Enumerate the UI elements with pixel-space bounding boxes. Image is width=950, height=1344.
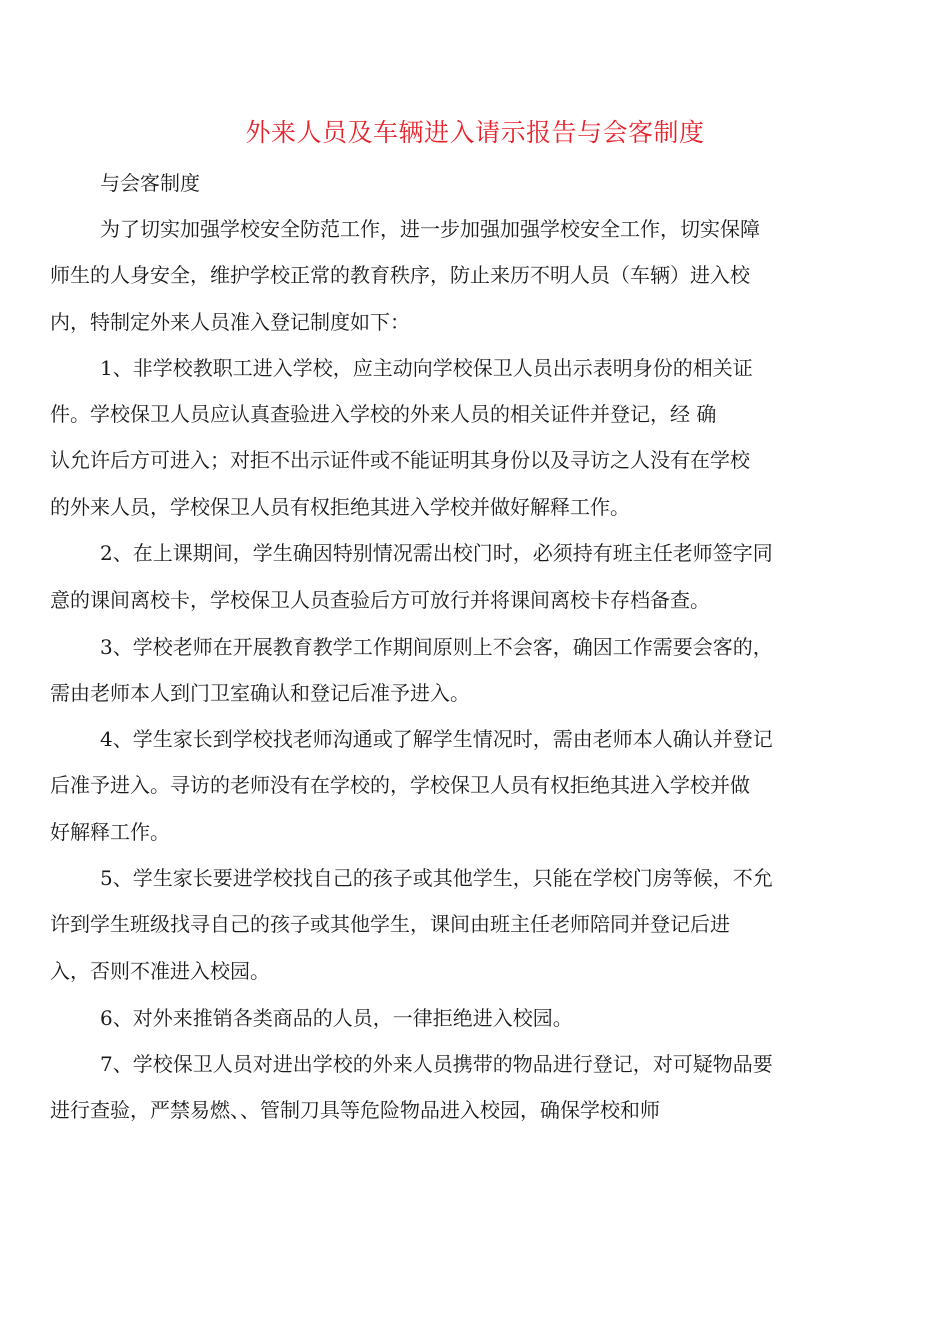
body-line: 需由老师本人到门卫室确认和登记后准予进入。: [50, 681, 470, 705]
body-line: 为了切实加强学校安全防范工作，进一步加强加强学校安全工作，切实保障: [100, 217, 760, 241]
body-line: 许到学生班级找寻自己的孩子或其他学生，课间由班主任老师陪同并登记后进: [50, 912, 730, 936]
body-line: 3、学校老师在开展教育教学工作期间原则上不会客，确因工作需要会客的，: [100, 635, 773, 659]
body-line: 师生的人身安全，维护学校正常的教育秩序，防止来历不明人员（车辆）进入校: [50, 263, 750, 287]
body-line: 7、学校保卫人员对进出学校的外来人员携带的物品进行登记，对可疑物品要: [100, 1052, 773, 1076]
body-line: 5、学生家长要进学校找自己的孩子或其他学生，只能在学校门房等候，不允: [100, 866, 773, 890]
body-line: 2、在上课期间，学生确因特别情况需出校门时，必须持有班主任老师签字同: [100, 541, 773, 565]
body-line: 4、学生家长到学校找老师沟通或了解学生情况时，需由老师本人确认并登记: [100, 727, 773, 751]
body-line: 认允许后方可进入；对拒不出示证件或不能证明其身份以及寻访之人没有在学校: [50, 448, 750, 472]
body-line: 内，特制定外来人员准入登记制度如下：: [50, 310, 410, 334]
body-line: 1、非学校教职工进入学校，应主动向学校保卫人员出示表明身份的相关证: [100, 356, 753, 380]
body-line: 意的课间离校卡，学校保卫人员查验后方可放行并将课间离校卡存档备查。: [50, 588, 710, 612]
body-line: 的外来人员，学校保卫人员有权拒绝其进入学校并做好解释工作。: [50, 495, 630, 519]
document-subtitle: 与会客制度: [100, 171, 200, 195]
body-line: 后准予进入。寻访的老师没有在学校的，学校保卫人员有权拒绝其进入学校并做: [50, 773, 750, 797]
body-line: 6、对外来推销各类商品的人员，一律拒绝进入校园。: [100, 1006, 573, 1030]
body-line: 件。学校保卫人员应认真查验进入学校的外来人员的相关证件并登记，经 确: [50, 402, 717, 426]
body-line: 进行查验，严禁易燃、、管制刀具等危险物品进入校园，确保学校和师: [50, 1098, 660, 1122]
body-line: 入，否则不准进入校园。: [50, 959, 270, 983]
document-title: 外来人员及车辆进入请示报告与会客制度: [245, 118, 705, 147]
body-line: 好解释工作。: [50, 820, 170, 844]
